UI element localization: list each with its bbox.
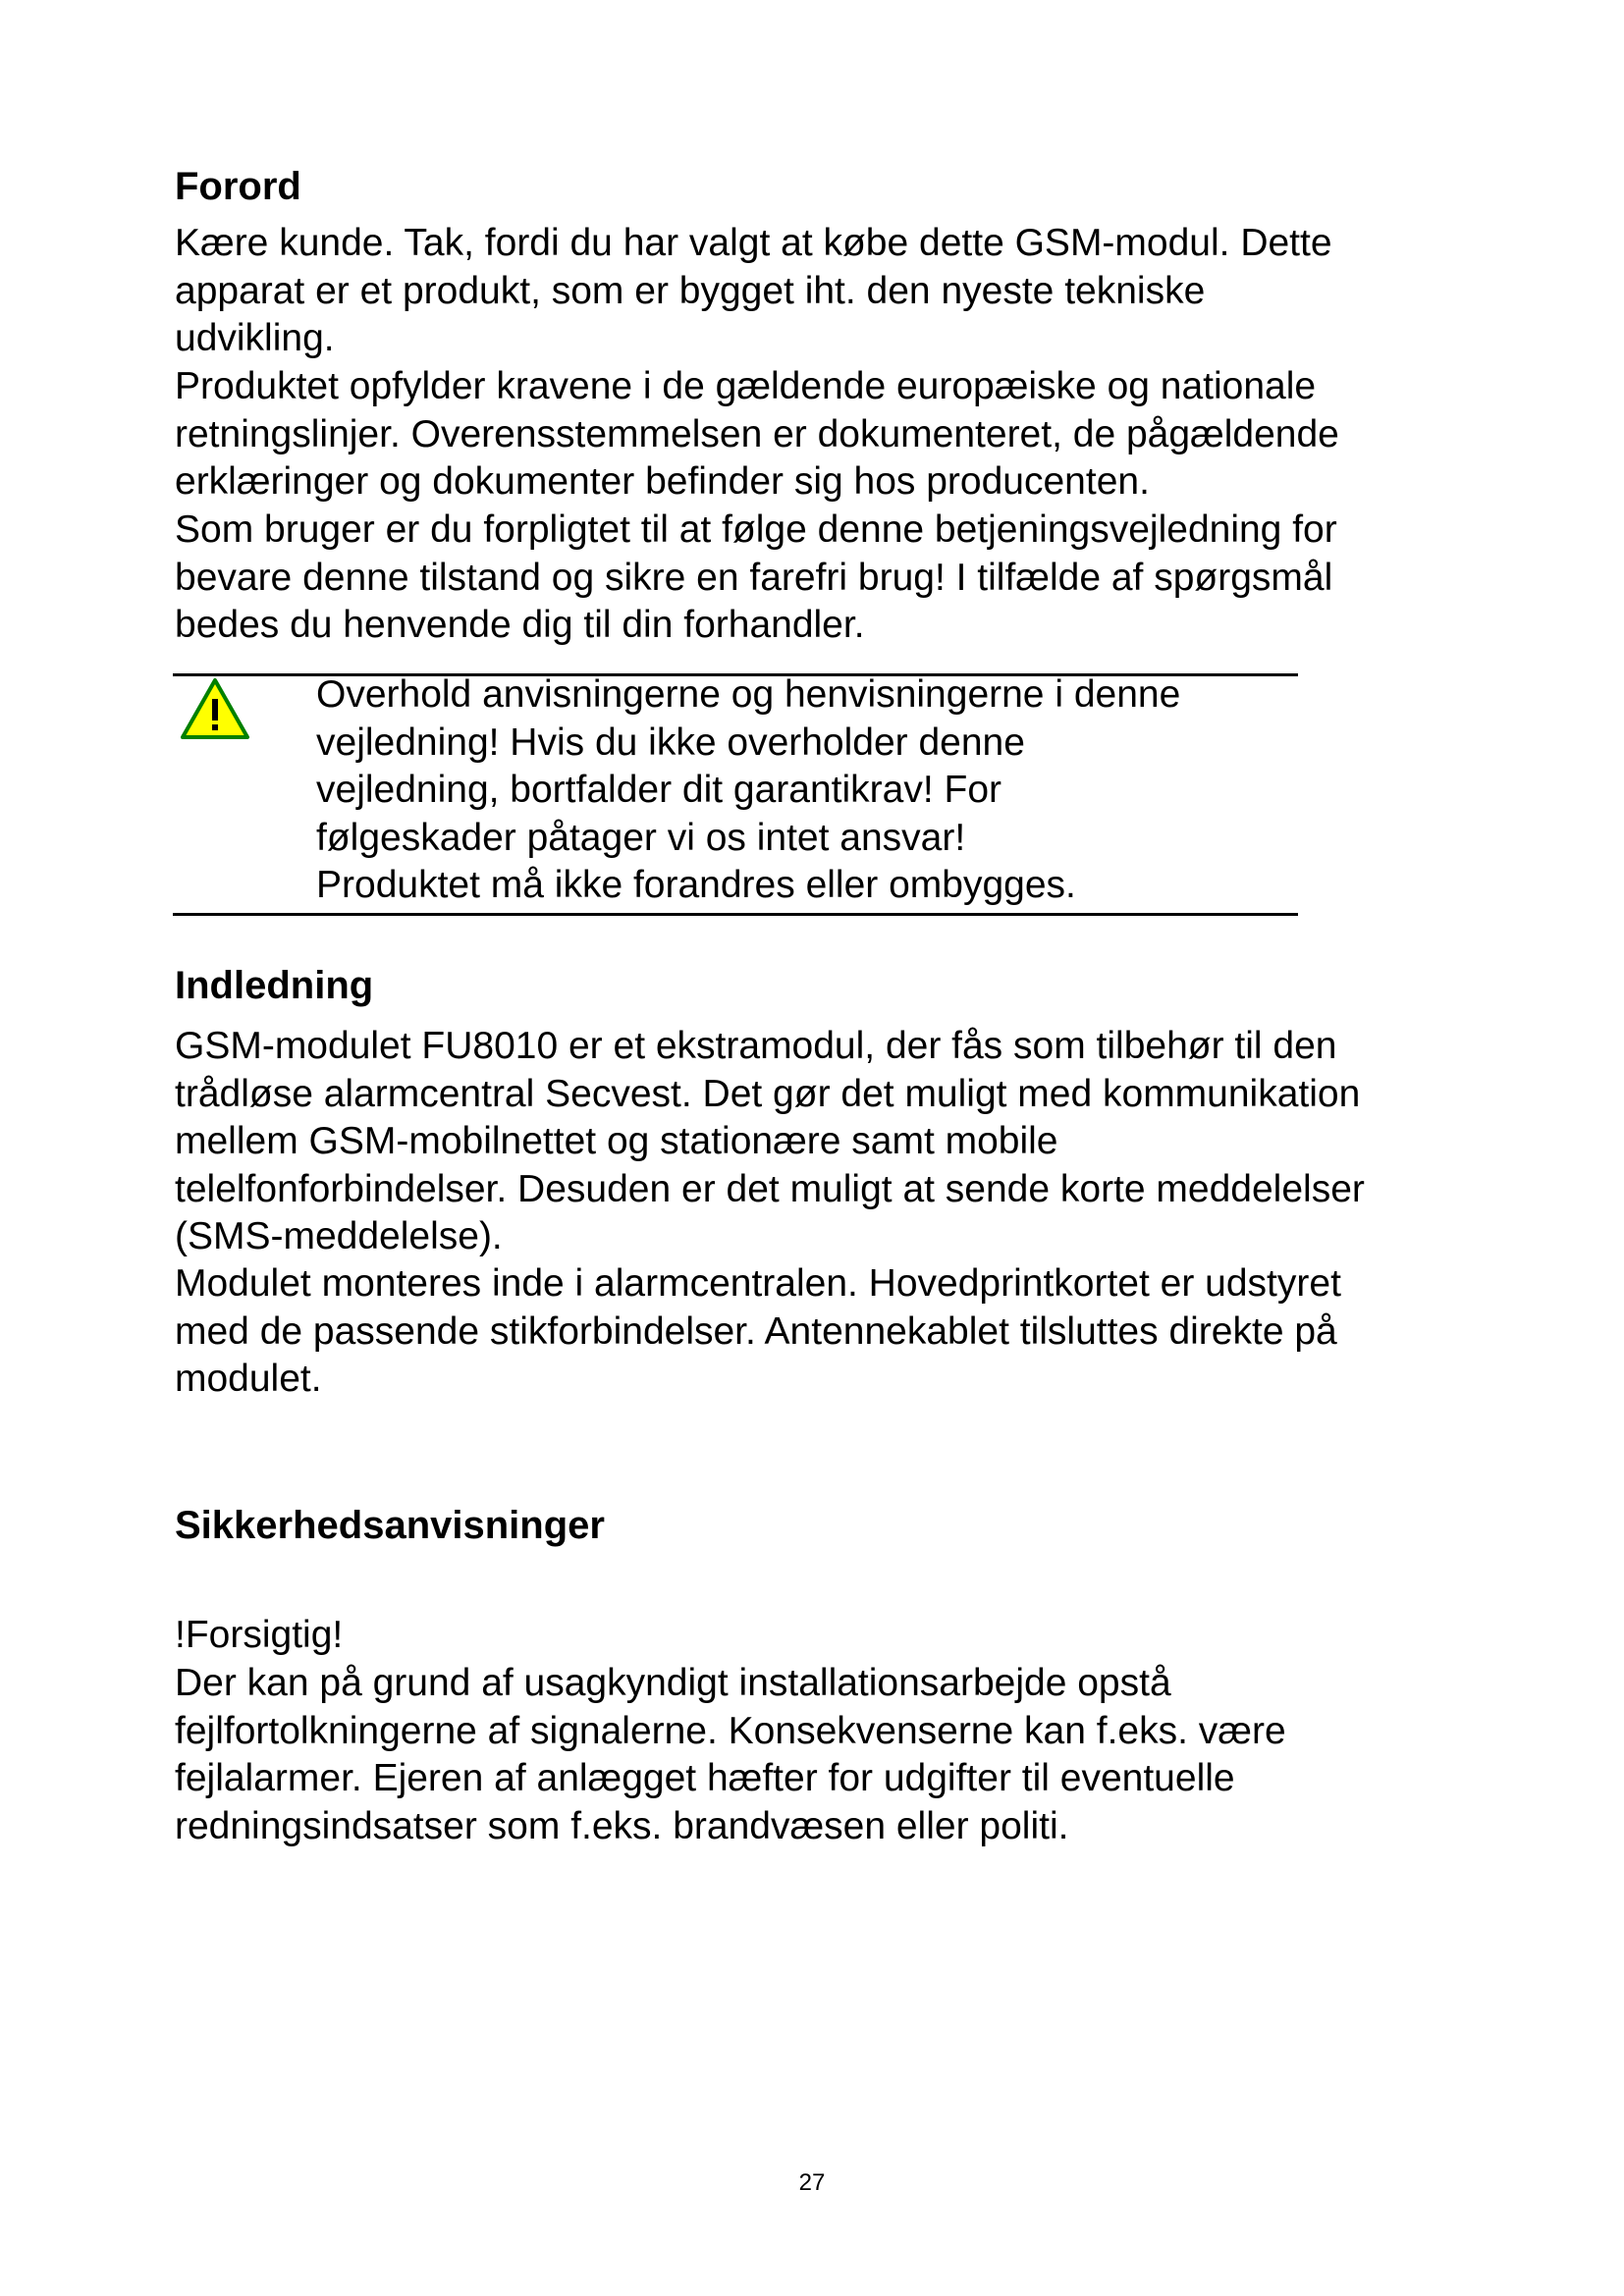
sikkerhed-paragraph: Der kan på grund af usagkyndigt installationsarbejde opstå fejlfortolkningerne af signalerne. Konsekvenserne kan f.eks. være fejlalarmer. Ejeren af anlægget hæfter for udgifter til eventuelle redningsindsatser som f.eks. brandvæsen eller politi.: [175, 1662, 1286, 1847]
indledning-paragraph-2: Modulet monteres inde i alarmcentralen. Hovedprintkortet er udstyret med de passende stikforbindelser. Antennekablet tilsluttes direkte på modulet.: [175, 1262, 1341, 1400]
warning-text: Overhold anvisningerne og henvisningerne i denne vejledning! Hvis du ikke overholder denne vejledning, bortfalder dit garantikrav! For følgeskader påtager vi os intet ansvar! Produktet må ikke forandres eller ombygges.: [316, 673, 1181, 906]
heading-sikkerhedsanvisninger: Sikkerhedsanvisninger: [175, 1504, 605, 1547]
page-number: 27: [798, 2169, 826, 2196]
forord-paragraph-1: Kære kunde. Tak, fordi du har valgt at købe dette GSM-modul. Dette apparat er et produkt, som er bygget iht. den nyeste tekniske udvikling.: [175, 222, 1332, 359]
forord-paragraph-2: Produktet opfylder kravene i de gældende europæiske og nationale retningslinjer. Overensstemmelsen er dokumenteret, de pågældende erklæringer og dokumenter befinder sig hos producenten.: [175, 365, 1339, 503]
caution-label: !Forsigtig!: [175, 1614, 344, 1656]
heading-indledning: Indledning: [175, 964, 374, 1007]
warning-bottom-rule: [173, 913, 1298, 916]
indledning-paragraph-1: GSM-modulet FU8010 er et ekstramodul, der fås som tilbehør til den trådløse alarmcentral Secvest. Det gør det muligt med kommunikation mellem GSM-mobilnettet og stationære samt mobile telelfonforbindelser. Desuden er det muligt at sende korte meddelelser (SMS-meddelelse).: [175, 1025, 1365, 1257]
warning-triangle-icon: [180, 677, 250, 740]
heading-forord: Forord: [175, 165, 301, 208]
forord-paragraph-3: Som bruger er du forpligtet til at følge denne betjeningsvejledning for bevare denne tilstand og sikre en farefri brug! I tilfælde af spørgsmål bedes du henvende dig til din forhandler.: [175, 508, 1337, 646]
